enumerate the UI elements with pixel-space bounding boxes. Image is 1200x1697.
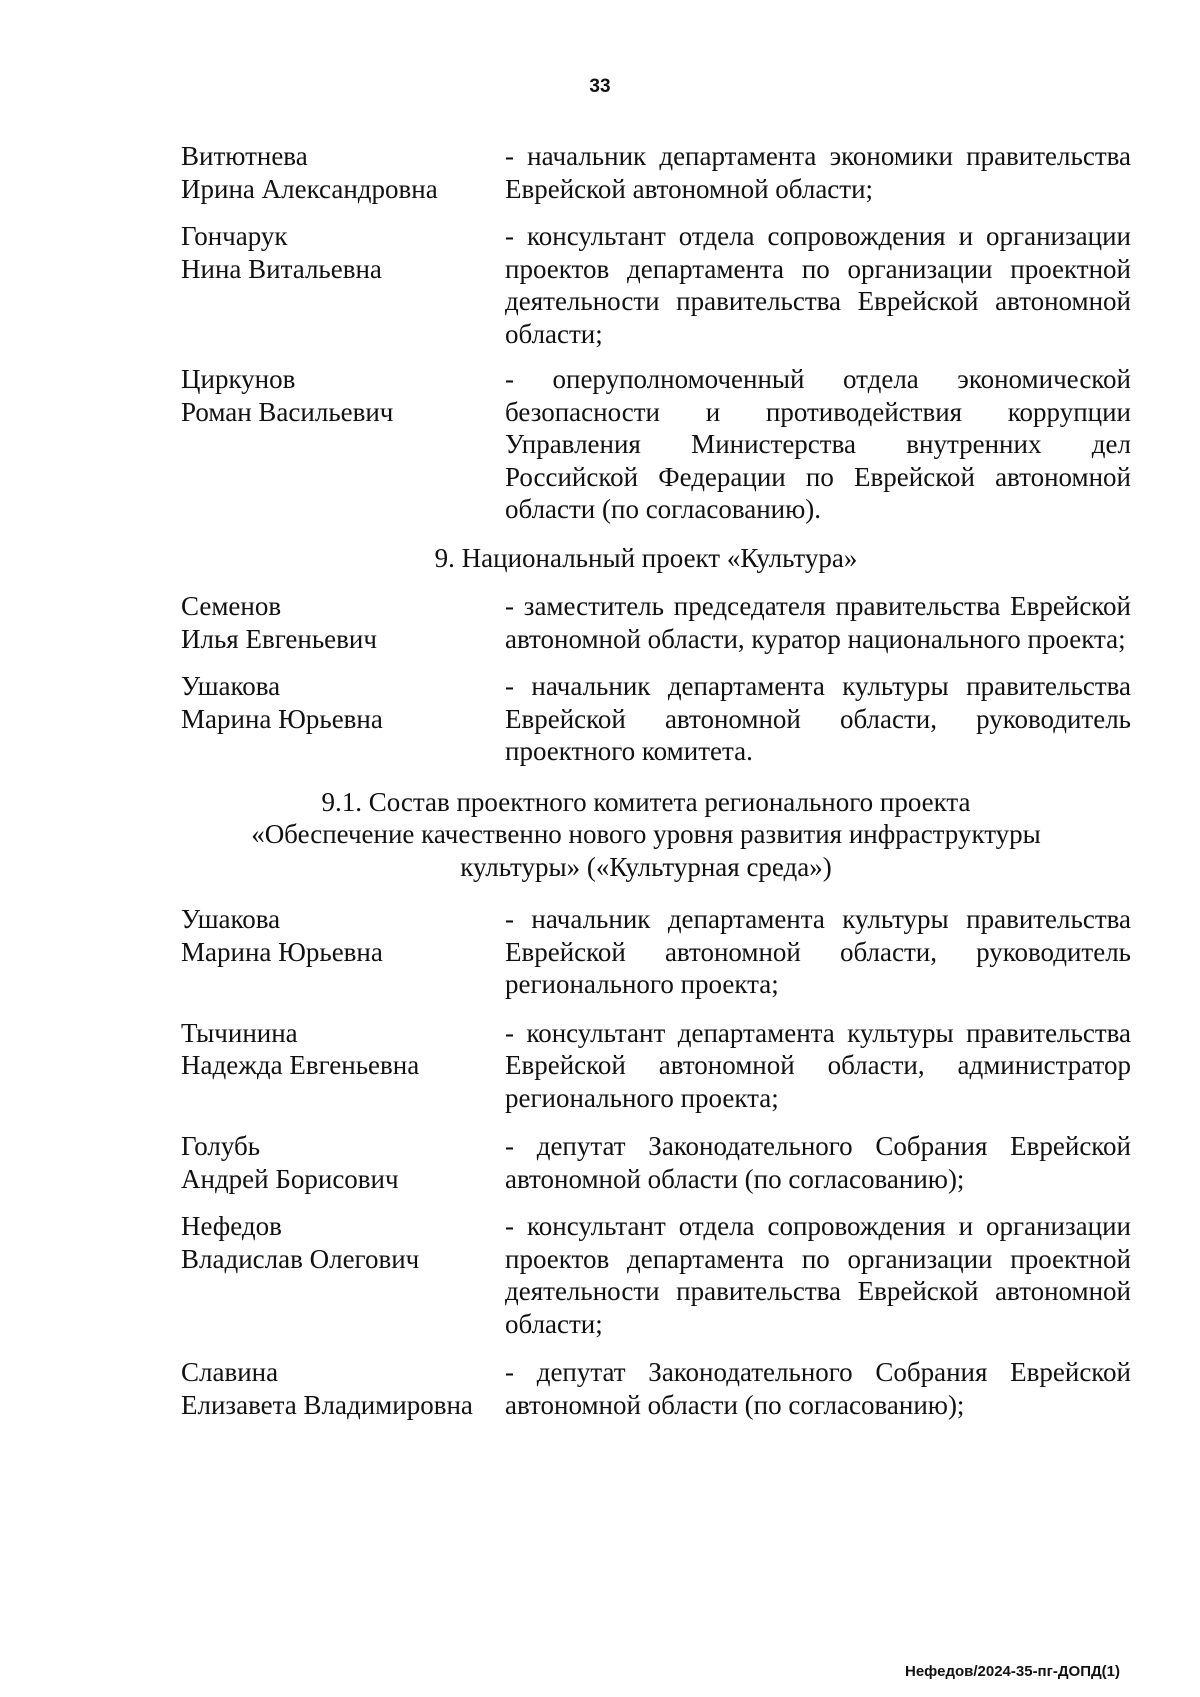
document-body: [181, 140, 1131, 1421]
member-entry: [181, 363, 1131, 526]
member-entry: [181, 1356, 1131, 1421]
member-given-names: Марина Юрьевна: [181, 703, 383, 734]
member-given-names: Надежда Евгеньевна: [181, 1050, 420, 1080]
member-given-names: Владислав Олегович: [181, 1243, 420, 1274]
member-entry: [181, 590, 1131, 655]
member-name: [181, 363, 505, 526]
member-surname: Тычинина: [181, 1017, 298, 1048]
member-name: [181, 220, 505, 350]
subsection-heading-line: 9.1. Состав проектного комитета регионального проекта: [321, 786, 971, 817]
page-number: 33: [589, 76, 611, 97]
member-surname: Циркунов: [181, 364, 296, 394]
member-given-names: Елизавета Владимировна: [181, 1389, 473, 1420]
member-role: - начальник департамента экономики правительства Еврейской автономной области;: [505, 141, 1131, 204]
member-surname: Витютнева: [181, 141, 308, 171]
document-code: Нефедов/2024-35-пг-ДОПД(1): [905, 1663, 1121, 1680]
member-surname: Ушакова: [181, 904, 281, 934]
member-surname: Гончарук: [181, 221, 288, 251]
member-name: [181, 903, 505, 1001]
member-entry: [181, 670, 1131, 768]
member-given-names: Илья Евгеньевич: [181, 623, 377, 654]
member-name: [181, 1210, 505, 1340]
member-role: - консультант департамента культуры правительства Еврейской автономной области, администратор регионального проекта;: [505, 1017, 1131, 1113]
member-role: - депутат Законодательного Собрания Еврейской автономной области (по согласованию);: [505, 1357, 1131, 1420]
member-name: [181, 140, 505, 205]
member-given-names: Ирина Александровна: [181, 173, 438, 204]
section-heading: 9. Национальный проект «Культура»: [434, 542, 858, 573]
member-role: - начальник департамента культуры правительства Еврейской автономной области, руководитель проектного комитета.: [505, 671, 1131, 766]
member-entry: [181, 220, 1131, 350]
member-name: [181, 670, 505, 768]
member-surname: Славина: [181, 1357, 279, 1387]
member-surname: Ушакова: [181, 671, 281, 701]
member-role: - начальник департамента культуры правительства Еврейской автономной области, руководитель регионального проекта;: [505, 904, 1131, 999]
member-given-names: Марина Юрьевна: [181, 936, 383, 967]
member-given-names: Андрей Борисович: [181, 1163, 399, 1194]
member-name: [181, 1017, 505, 1115]
subsection-heading: [161, 786, 1131, 884]
member-name: [181, 1356, 505, 1421]
subsection-heading-line: культуры» («Культурная среда»): [460, 851, 832, 882]
member-entry: [181, 903, 1131, 1001]
member-role: - оперуполномоченный отдела экономической безопасности и противодействия коррупции Управления Министерства внутренних дел Российской Федерации по Еврейской автономной области (по согласованию).: [505, 364, 1131, 524]
member-surname: Голубь: [181, 1131, 261, 1161]
member-given-names: Роман Васильевич: [181, 396, 394, 427]
member-name: [181, 1130, 505, 1195]
member-surname: Семенов: [181, 591, 282, 621]
member-role: - консультант отдела сопровождения и организации проектов департамента по организации проектной деятельности правительства Еврейской автономной области;: [505, 1211, 1131, 1339]
subsection-heading-line: «Обеспечение качественно нового уровня развития инфраструктуры: [251, 819, 1041, 849]
member-entry: [181, 1210, 1131, 1340]
member-surname: Нефедов: [181, 1211, 282, 1241]
member-given-names: Нина Витальевна: [181, 253, 382, 284]
member-role: - депутат Законодательного Собрания Еврейской автономной области (по согласованию);: [505, 1131, 1131, 1194]
member-entry: [181, 1017, 1131, 1115]
member-role: - консультант отдела сопровождения и организации проектов департамента по организации проектной деятельности правительства Еврейской автономной области;: [505, 221, 1131, 349]
member-name: [181, 590, 505, 655]
member-entry: [181, 1130, 1131, 1195]
member-entry: [181, 140, 1131, 205]
member-role: - заместитель председателя правительства Еврейской автономной области, куратор национального проекта;: [505, 591, 1131, 654]
